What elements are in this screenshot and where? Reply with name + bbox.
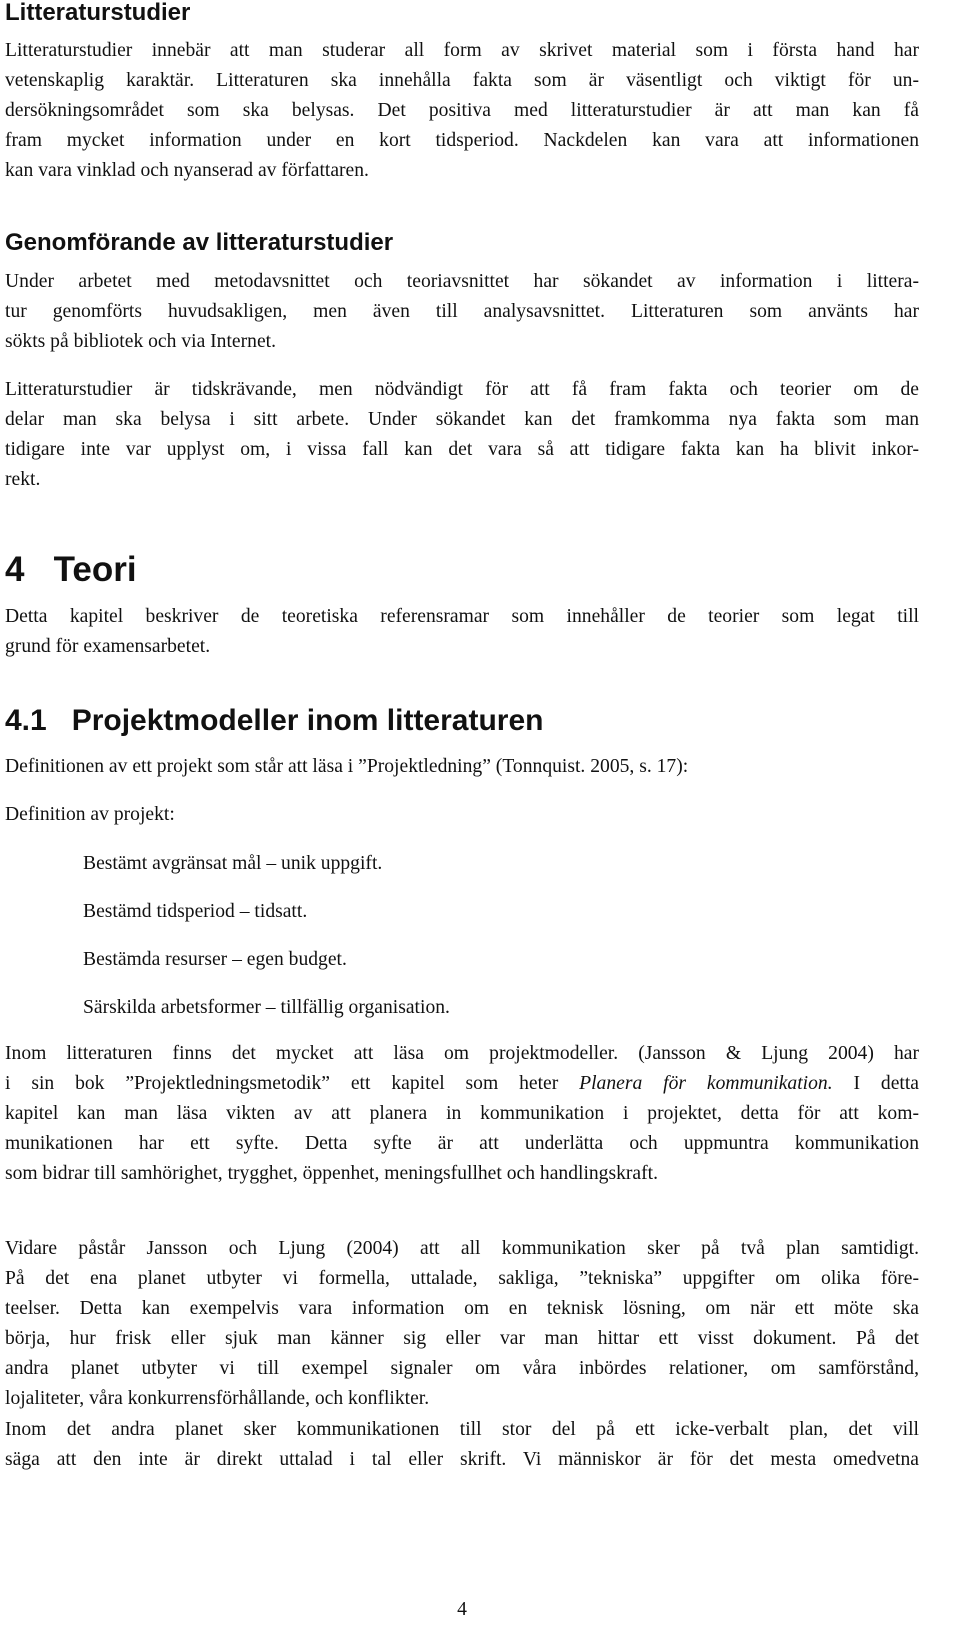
definition-label: Definition av projekt: [5,804,175,825]
text-line: kapitel kan man läsa vikten av att planera in kommunikation i projektet, detta för att kom- [5,1103,919,1124]
text-line: börja, hur frisk eller sjuk man känner sig eller var man hittar ett visst dokument. På det [5,1328,919,1349]
text-line: Litteraturstudier innebär att man studerar all form av skrivet material som i första hand har [5,40,919,61]
text-line: Under arbetet med metodavsnittet och teoriavsnittet har sökandet av information i littera- [5,271,919,292]
italic-title: Planera för kommunikation. [579,1073,833,1094]
definition-list [5,849,919,1023]
paragraph-teori [5,602,919,662]
list-item: Särskilda arbetsformer – tillfällig organisation. [83,997,450,1018]
text-line: grund för examensarbetet. [5,636,211,657]
paragraph-genomforande-1 [5,267,919,357]
text-line: lojaliteter, våra konkurrensförhållande, och konflikter. [5,1388,430,1409]
text-segment: i sin bok ”Projektledningsmetodik” ett kapitel som heter [5,1073,580,1094]
text-line: kan vara vinklad och nyanserad av författaren. [5,160,369,181]
list-item: Bestämt avgränsat mål – unik uppgift. [83,853,383,874]
text-line: Vidare påstår Jansson och Ljung (2004) att all kommunikation sker på två plan samtidigt. [5,1238,919,1259]
text-line: munikationen har ett syfte. Detta syfte är att underlätta och uppmuntra kommunikation [5,1133,919,1154]
text-line: teelser. Detta kan exempelvis vara information om en teknisk lösning, om när ett möte ska [5,1298,919,1319]
paragraph-andra-planet [5,1415,919,1475]
page-number: 4 [457,1599,467,1620]
paragraph-definition-intro: Definitionen av ett projekt som står att läsa i ”Projektledning” (Tonnquist. 2005, s. 17): [5,756,689,777]
text-line [5,1069,919,1099]
text-line: säga att den inte är direkt uttalad i tal eller skrift. Vi människor är för det mesta omedvetna [5,1449,919,1470]
text-line: delar man ska belysa i sitt arbete. Under sökandet kan det framkomma nya fakta som man [5,409,919,430]
paragraph-genomforande-2 [5,375,919,495]
list-item: Bestämda resurser – egen budget. [83,949,347,970]
paragraph-vidare [5,1234,919,1414]
chapter-title-teori: 4 Teori [5,550,137,589]
text-line: vetenskaplig karaktär. Litteraturen ska innehålla fakta som är väsentligt och viktigt för un- [5,70,919,91]
text-segment: I detta [832,1073,920,1094]
text-line: andra planet utbyter vi till exempel signaler om våra inbördes relationer, om samförstånd, [5,1358,919,1379]
text-line: tidigare inte var upplyst om, i vissa fall kan det vara så att tidigare fakta kan ha blivit inkor- [5,439,919,460]
section-title-projektmodeller: 4.1 Projektmodeller inom litteraturen [5,704,544,737]
text-line: fram mycket information under en kort tidsperiod. Nackdelen kan vara att informationen [5,130,919,151]
text-line: Detta kapitel beskriver de teoretiska referensramar som innehåller de teorier som legat till [5,606,919,627]
text-line: sökts på bibliotek och via Internet. [5,331,276,352]
text-line: tur genomförts huvudsakligen, men även till analysavsnittet. Litteraturen som använts har [5,301,919,322]
text-line: Litteraturstudier är tidskrävande, men nödvändigt för att få fram fakta och teorier om de [5,379,919,400]
list-item: Bestämd tidsperiod – tidsatt. [83,901,308,922]
text-line: Inom litteraturen finns det mycket att läsa om projektmodeller. (Jansson & Ljung 2004) har [5,1043,919,1064]
paragraph-litteraturstudier [5,36,919,186]
text-line: som bidrar till samhörighet, trygghet, öppenhet, meningsfullhet och handlingskraft. [5,1163,658,1184]
text-line: rekt. [5,469,41,490]
paragraph-inom-litteraturen [5,1039,919,1189]
heading-genomforande: Genomförande av litteraturstudier [5,229,394,256]
text-line: På det ena planet utbyter vi formella, uttalade, sakliga, ”tekniska” uppgifter om olika före- [5,1268,919,1289]
heading-litteraturstudier: Litteraturstudier [5,0,191,26]
text-line: Inom det andra planet sker kommunikationen till stor del på ett icke-verbalt plan, det vill [5,1419,919,1440]
text-line: dersökningsområdet som ska belysas. Det positiva med litteraturstudier är att man kan få [5,100,919,121]
